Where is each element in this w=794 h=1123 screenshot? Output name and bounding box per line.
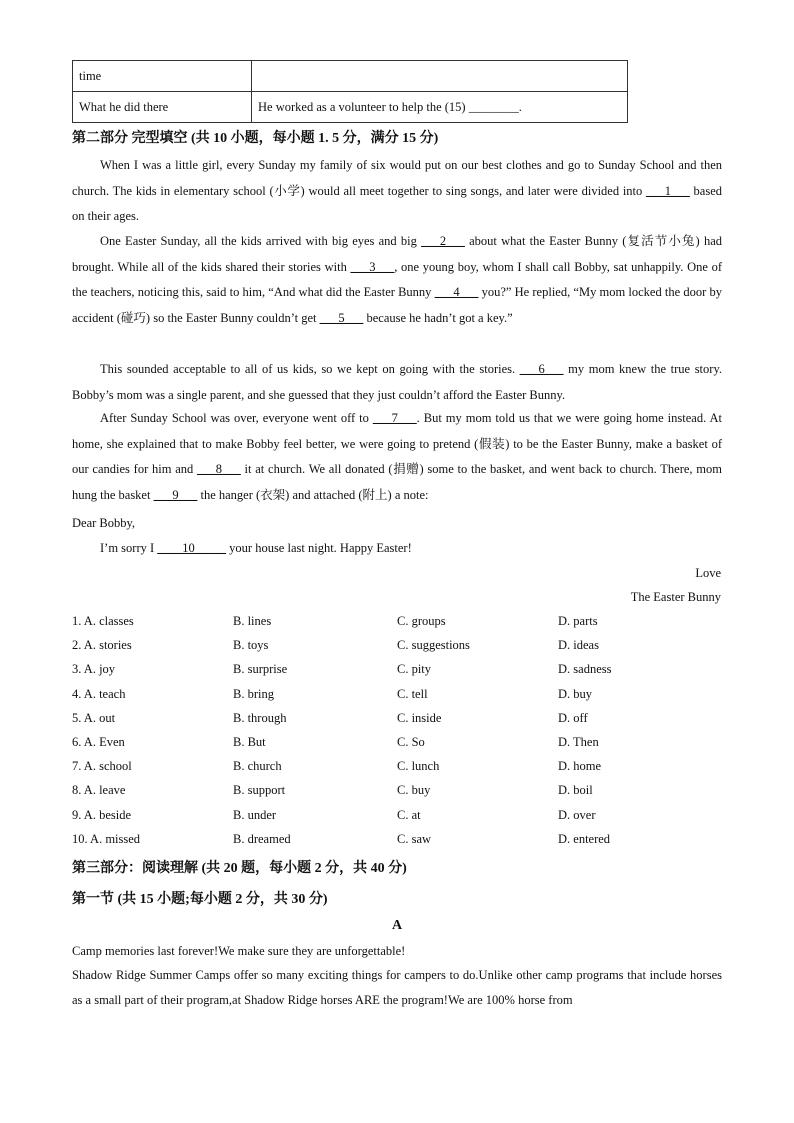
table-row bbox=[73, 61, 628, 92]
option-5-a: 5. A. out bbox=[72, 710, 116, 725]
blank-3: ___3___ bbox=[350, 259, 395, 274]
option-4-b: B. bring bbox=[233, 686, 274, 701]
blank-6: ___6___ bbox=[519, 362, 564, 376]
info-table bbox=[72, 60, 628, 123]
option-10-a: 10. A. missed bbox=[72, 831, 141, 846]
option-6-b: B. But bbox=[233, 735, 266, 749]
option-7-d: D. home bbox=[558, 759, 602, 774]
option-1-c: C. groups bbox=[397, 614, 446, 628]
option-9-b: B. under bbox=[233, 807, 277, 822]
paragraph-3 bbox=[72, 357, 722, 408]
option-1-d: D. parts bbox=[558, 614, 598, 628]
text: , one young boy, whom I shall call Bobby, sat unhappily. One of the teachers, noticing this, said to him, “And what did the Easter Bunny bbox=[72, 259, 722, 299]
option-9-d: D. over bbox=[558, 807, 596, 822]
text: When I was a little girl, every Sunday my family of six would put on our best clothes and go to Sunday School and then church. The kids in elementary school (小学) would all meet together to sing songs, and later were divided into bbox=[72, 158, 722, 198]
text: One Easter Sunday, all the kids arrived with big eyes and big bbox=[100, 234, 422, 248]
table-cell-label: What he did there bbox=[73, 92, 252, 123]
option-10-d: D. entered bbox=[558, 831, 611, 846]
text: about what the Easter Bunny (复活节小兔) had brought. While all of the kids shared their stories with bbox=[72, 234, 722, 274]
option-5-b: B. through bbox=[233, 710, 287, 725]
option-10-c: C. saw bbox=[397, 831, 432, 846]
blank-7: ___7___ bbox=[372, 411, 417, 425]
option-3-a: 3. A. joy bbox=[72, 662, 116, 677]
letter-salutation: Dear Bobby, bbox=[72, 516, 136, 530]
option-2-b: B. toys bbox=[233, 638, 269, 653]
section3-subtitle: 第一节 (共 15 小题;每小题 2 分，共 30 分) bbox=[72, 892, 328, 907]
blank-9: ___9___ bbox=[153, 487, 198, 502]
text: your house last night. Happy Easter! bbox=[226, 541, 412, 555]
blank-4: ___4___ bbox=[434, 285, 479, 299]
blank-2: ___2___ bbox=[421, 234, 465, 248]
option-4-c: C. tell bbox=[397, 686, 428, 701]
text: . But my mom told us that we were going home instead. At home, she explained that to make Bobby feel better, we were going to pretend (假装) to be the Easter Bunny, make a basket of our candies for him and bbox=[72, 411, 722, 476]
table-row bbox=[73, 92, 628, 123]
paragraph-4 bbox=[72, 406, 722, 508]
paragraph-1 bbox=[72, 153, 722, 230]
passage-paragraph: Shadow Ridge Summer Camps offer so many exciting things for campers to do.Unlike other camp programs that include horses as a small part of their program,at Shadow Ridge horses ARE the program!We are 100% horse from bbox=[72, 968, 722, 1007]
option-2-c: C. suggestions bbox=[397, 638, 470, 653]
passage-letter: A bbox=[391, 918, 403, 933]
option-7-b: B. church bbox=[233, 759, 282, 774]
option-8-b: B. support bbox=[233, 783, 286, 798]
letter-signature: The Easter Bunny bbox=[630, 590, 721, 604]
option-3-c: C. pity bbox=[397, 662, 432, 677]
option-5-c: C. inside bbox=[397, 710, 442, 725]
passage-line: Camp memories last forever!We make sure they are unforgettable! bbox=[72, 944, 406, 958]
text: it at church. We all donated (捐赠) some to the basket, and went back to church. There, mom hung the basket bbox=[72, 462, 722, 502]
option-8-c: C. buy bbox=[397, 783, 431, 798]
option-9-c: C. at bbox=[397, 807, 421, 822]
blank-5: ___5___ bbox=[319, 310, 364, 325]
option-4-d: D. buy bbox=[558, 686, 593, 701]
option-9-a: 9. A. beside bbox=[72, 807, 132, 822]
option-6-c: C. So bbox=[397, 735, 425, 749]
text: based on their ages. bbox=[72, 183, 722, 223]
text: I’m sorry I bbox=[100, 541, 158, 555]
table-cell-value bbox=[252, 61, 628, 92]
option-1-a: 1. A. classes bbox=[72, 614, 134, 628]
paragraph-2 bbox=[72, 229, 722, 331]
text: This sounded acceptable to all of us kids, so we kept on going with the stories. bbox=[100, 362, 520, 376]
option-3-b: B. surprise bbox=[233, 662, 288, 677]
option-8-a: 8. A. leave bbox=[72, 783, 126, 798]
option-2-d: D. ideas bbox=[558, 638, 599, 653]
text: After Sunday School was over, everyone went off to bbox=[100, 411, 373, 425]
option-10-b: B. dreamed bbox=[233, 831, 291, 846]
option-4-a: 4. A. teach bbox=[72, 686, 126, 701]
option-7-a: 7. A. school bbox=[72, 759, 132, 774]
option-6-d: D. Then bbox=[558, 735, 599, 749]
text: the hanger (衣架) and attached (附上) a note: bbox=[197, 487, 429, 502]
text: my mom knew the true story. Bobby’s mom was a single parent, and she guessed that they just couldn’t afford the Easter Bunny. bbox=[72, 362, 723, 402]
section3-title: 第三部分：阅读理解 (共 20 题，每小题 2 分，共 40 分) bbox=[72, 861, 407, 876]
letter-body bbox=[100, 541, 412, 556]
option-3-d: D. sadness bbox=[558, 662, 612, 677]
blank-10: ____10_____ bbox=[157, 541, 227, 555]
table-cell-label: time bbox=[73, 61, 252, 92]
letter-closing: Love bbox=[695, 566, 721, 580]
table-cell-value: He worked as a volunteer to help the (15) ________. bbox=[252, 92, 628, 123]
text: because he hadn’t got a key.” bbox=[363, 310, 513, 325]
option-7-c: C. lunch bbox=[397, 759, 440, 774]
option-1-b: B. lines bbox=[233, 614, 272, 628]
option-6-a: 6. A. Even bbox=[72, 735, 125, 749]
blank-8: ___8___ bbox=[197, 462, 241, 476]
option-2-a: 2. A. stories bbox=[72, 638, 132, 653]
section2-title: 第二部分 完型填空 (共 10 小题，每小题 1. 5 分，满分 15 分) bbox=[72, 131, 439, 146]
option-5-d: D. off bbox=[558, 710, 588, 725]
blank-1: ___1___ bbox=[646, 183, 690, 198]
option-8-d: D. boil bbox=[558, 783, 593, 798]
text: you?” He replied, “My mom locked the door by accident (碰巧) so the Easter Bunny couldn’t get bbox=[72, 285, 722, 325]
